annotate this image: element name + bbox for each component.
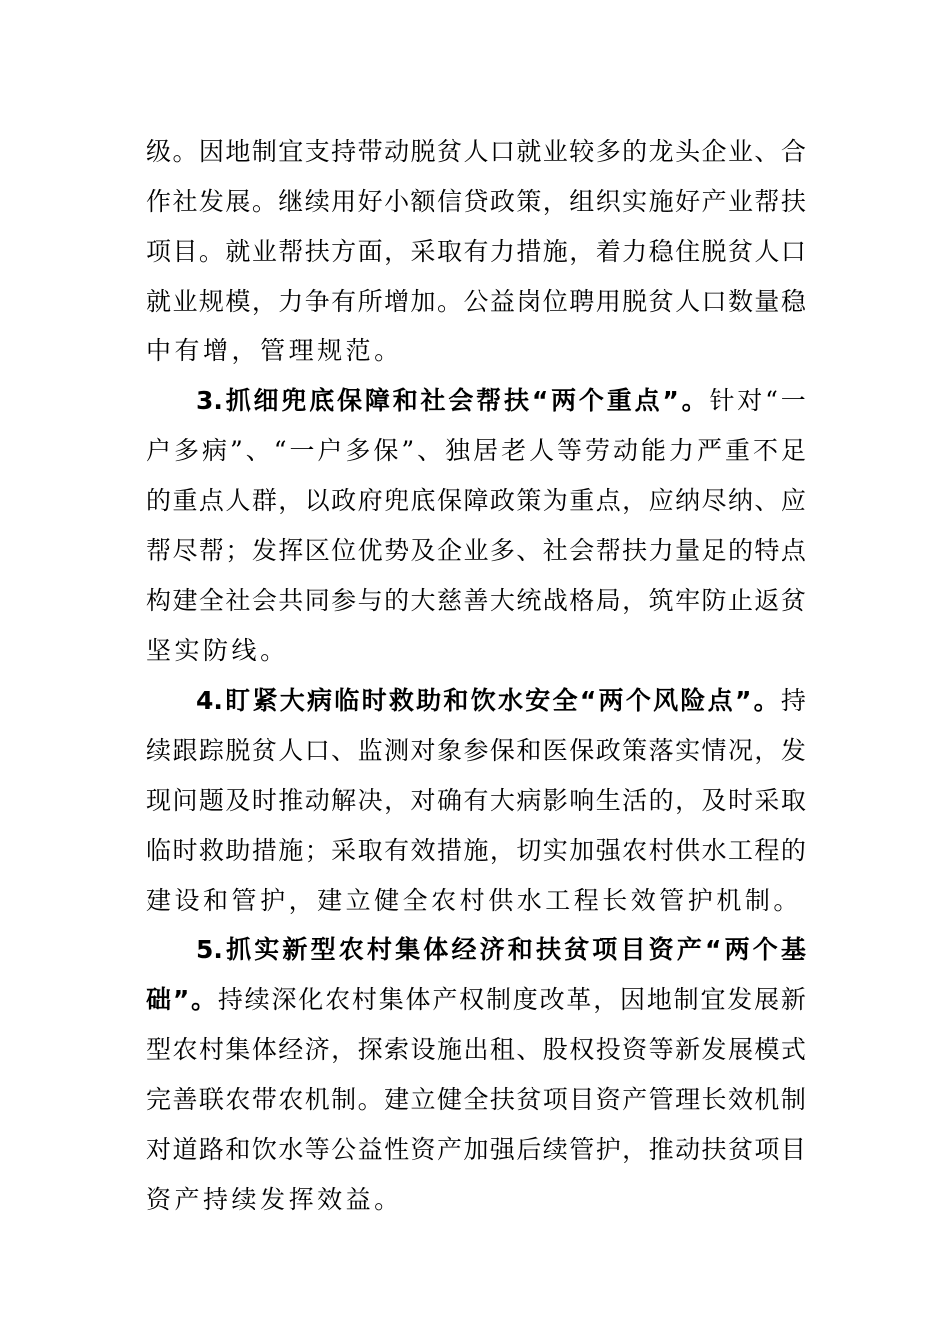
text-line: 资 产 持 续 发 挥 效 益 。 (146, 1185, 400, 1214)
text-line: 的 重 点 人 群 ， 以 政 府 兜 底 保 障 政 策 为 重 点 ， 应 纳 尽 纳 、 应 (146, 486, 806, 515)
text-line: 完 善 联 农 带 农 机 制 。 建 立 健 全 扶 贫 项 目 资 产 管 理 长 效 机 制 (146, 1085, 806, 1114)
text-line: 础 ” 。 持 续 深 化 农 村 集 体 产 权 制 度 改 革 ， 因 地 制 宜 发 展 新 (146, 985, 806, 1014)
heading-line: 5. 抓 实 新 型 农 村 集 体 经 济 和 扶 贫 项 目 资 产 “ 两 个 基 (196, 935, 806, 964)
text-line: 构 建 全 社 会 共 同 参 与 的 大 慈 善 大 统 战 格 局 ， 筑 牢 防 止 返 贫 (146, 586, 806, 615)
text-line: 现 问 题 及 时 推 动 解 决 ， 对 确 有 大 病 影 响 生 活 的 ， 及 时 采 取 (146, 786, 806, 815)
text-line: 型 农 村 集 体 经 济 ， 探 索 设 施 出 租 、 股 权 投 资 等 新 发 展 模 式 (146, 1035, 806, 1064)
text-line: 对 道 路 和 饮 水 等 公 益 性 资 产 加 强 后 续 管 护 ， 推 动 扶 贫 项 目 (146, 1135, 806, 1164)
text-line: 续 跟 踪 脱 贫 人 口 、 监 测 对 象 参 保 和 医 保 政 策 落 实 情 况 ， 发 (146, 736, 806, 765)
text-line: 项 目 。 就 业 帮 扶 方 面 ， 采 取 有 力 措 施 ， 着 力 稳 住 脱 贫 人 口 (146, 237, 806, 266)
text-line: 临 时 救 助 措 施 ； 采 取 有 效 措 施 ， 切 实 加 强 农 村 供 水 工 程 的 (146, 836, 806, 865)
text-line: 作 社 发 展 。 继 续 用 好 小 额 信 贷 政 策 ， 组 织 实 施 好 产 业 帮 扶 (146, 187, 806, 216)
heading-line: 4. 盯 紧 大 病 临 时 救 助 和 饮 水 安 全 “ 两 个 风 险 点 ” 。 持 (196, 686, 806, 715)
text-line: 建 设 和 管 护 ， 建 立 健 全 农 村 供 水 工 程 长 效 管 护 机 制 。 (146, 886, 799, 915)
text-line: 中 有 增 ， 管 理 规 范 。 (146, 336, 400, 365)
text-line: 级 。 因 地 制 宜 支 持 带 动 脱 贫 人 口 就 业 较 多 的 龙 头 企 业 、 合 (146, 137, 806, 166)
text-line: 就 业 规 模 ， 力 争 有 所 增 加 。 公 益 岗 位 聘 用 脱 贫 人 口 数 量 稳 (146, 287, 806, 316)
text-line: 户 多 病 ” 、 “ 一 户 多 保 ” 、 独 居 老 人 等 劳 动 能 力 严 重 不 足 (146, 436, 806, 465)
heading-line: 3. 抓 细 兜 底 保 障 和 社 会 帮 扶 “ 两 个 重 点 ” 。 针 对 “ 一 (196, 386, 806, 415)
text-line: 帮 尽 帮 ； 发 挥 区 位 优 势 及 企 业 多 、 社 会 帮 扶 力 量 足 的 特 点 (146, 536, 806, 565)
text-line: 坚 实 防 线 。 (146, 636, 286, 665)
